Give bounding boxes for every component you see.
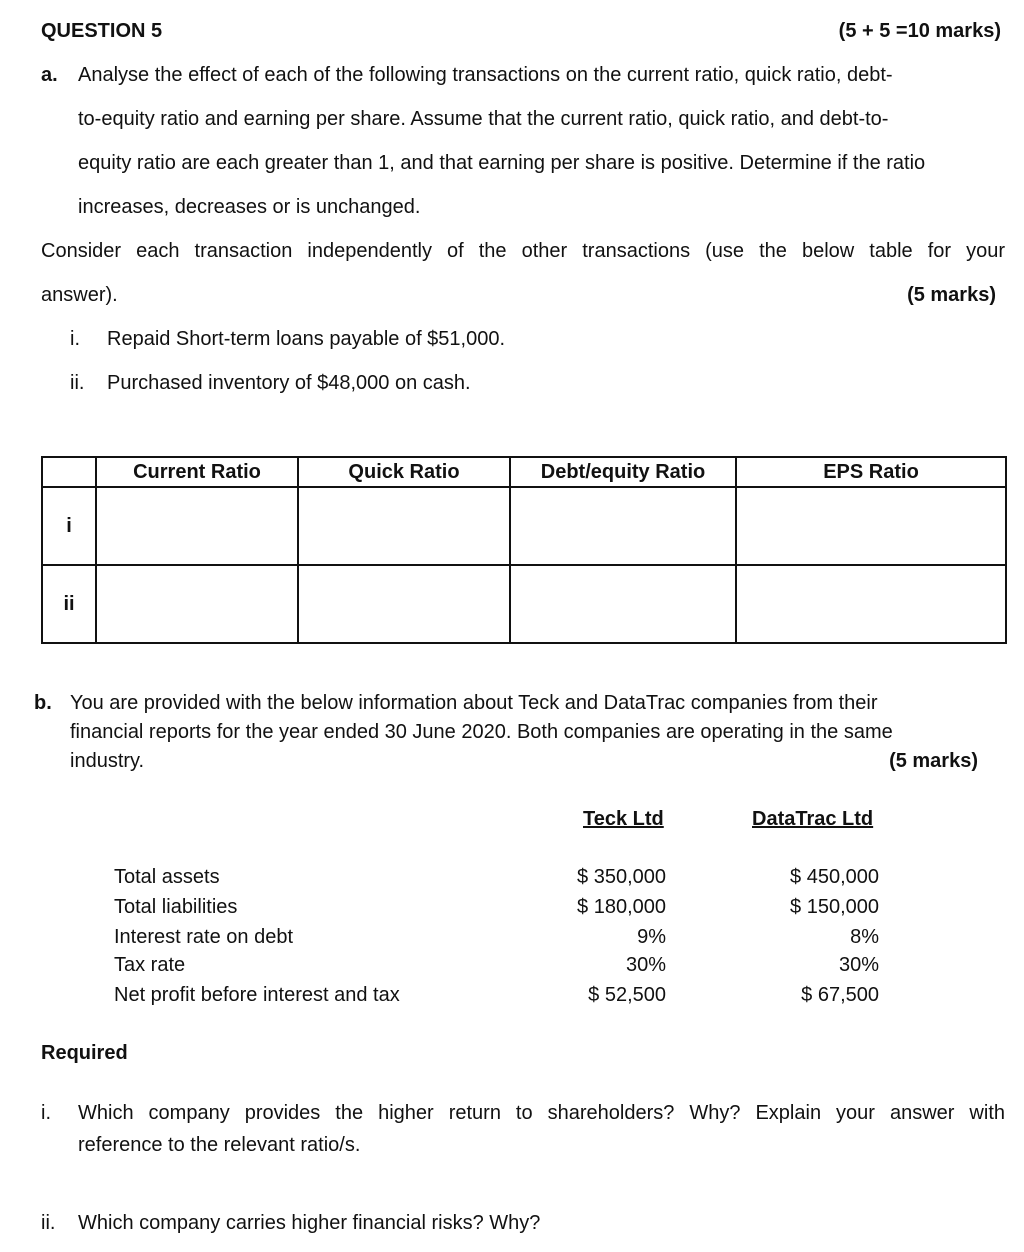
part-b-line-2: financial reports for the year ended 30 June 2020. Both companies are operating in the same: [70, 721, 893, 743]
transaction-num-1: i.: [70, 328, 80, 350]
teck-tax-rate: 30%: [625, 954, 666, 976]
part-a-label: a.: [41, 64, 58, 86]
table-header-eps-ratio: EPS Ratio: [736, 457, 1006, 487]
answer-cell-ii-eps[interactable]: [736, 565, 1006, 643]
teck-interest-rate: 9%: [637, 926, 666, 948]
table-header-quick-ratio: Quick Ratio: [298, 457, 510, 487]
required-title: Required: [41, 1042, 128, 1064]
row-label-i: i: [42, 487, 96, 565]
teck-total-assets: $ 350,000: [577, 866, 666, 888]
consider-line-2: answer).: [41, 284, 118, 306]
required-q1-line-1: Which company provides the higher return to shareholders? Why? Explain your answer with: [78, 1102, 1005, 1124]
required-q2-text: Which company carries higher financial risks? Why?: [78, 1212, 541, 1234]
teck-net-profit: $ 52,500: [588, 984, 666, 1006]
item-label-total-liabilities: Total liabilities: [114, 896, 238, 918]
datatrac-tax-rate: 30%: [838, 954, 879, 976]
answer-cell-i-quick[interactable]: [298, 487, 510, 565]
total-marks: (5 + 5 =10 marks): [838, 20, 1001, 42]
answer-cell-ii-debt-equity[interactable]: [510, 565, 736, 643]
table-header-debt-equity-ratio: Debt/equity Ratio: [510, 457, 736, 487]
datatrac-interest-rate: 8%: [850, 926, 879, 948]
required-q1-num: i.: [41, 1102, 51, 1124]
question-title: QUESTION 5: [41, 20, 163, 42]
transaction-num-2: ii.: [70, 372, 85, 394]
transaction-text-2: Purchased inventory of $48,000 on cash.: [107, 372, 471, 394]
answer-cell-i-debt-equity[interactable]: [510, 487, 736, 565]
item-label-net-profit: Net profit before interest and tax: [114, 984, 400, 1006]
teck-total-liabilities: $ 180,000: [577, 896, 666, 918]
answer-cell-ii-current[interactable]: [96, 565, 298, 643]
column-header-datatrac: DataTrac Ltd: [752, 808, 874, 830]
table-row: [42, 565, 1006, 643]
item-label-tax-rate: Tax rate: [114, 954, 186, 976]
table-header-current-ratio: Current Ratio: [96, 457, 298, 487]
part-b-label: b.: [34, 692, 52, 714]
answer-cell-i-current[interactable]: [96, 487, 298, 565]
transaction-text-1: Repaid Short-term loans payable of $51,000.: [107, 328, 506, 350]
part-a-line-1: Analyse the effect of each of the following transactions on the current ratio, quick ratio, debt-: [78, 64, 893, 86]
part-a-marks: (5 marks): [907, 284, 996, 306]
datatrac-total-liabilities: $ 150,000: [790, 896, 879, 918]
consider-line-1: Consider each transaction independently of the other transactions (use the below table for your: [41, 240, 1005, 262]
table-row: [42, 487, 1006, 565]
datatrac-net-profit: $ 67,500: [801, 984, 879, 1006]
datatrac-total-assets: $ 450,000: [790, 866, 879, 888]
row-label-ii: ii: [42, 565, 96, 643]
part-b-line-1: You are provided with the below information about Teck and DataTrac companies from their: [70, 692, 878, 714]
table-header-blank: [42, 457, 96, 487]
answer-cell-i-eps[interactable]: [736, 487, 1006, 565]
required-q2-num: ii.: [41, 1212, 56, 1234]
item-label-total-assets: Total assets: [114, 866, 220, 888]
part-a-line-2: to-equity ratio and earning per share. Assume that the current ratio, quick ratio, and debt-to-: [78, 108, 889, 130]
part-a-line-3: equity ratio are each greater than 1, and that earning per share is positive. Determine if the ratio: [78, 152, 926, 174]
column-header-teck: Teck Ltd: [583, 808, 664, 830]
part-a-line-4: increases, decreases or is unchanged.: [78, 196, 421, 218]
item-label-interest-rate: Interest rate on debt: [114, 926, 294, 948]
required-q1-line-2: reference to the relevant ratio/s.: [78, 1134, 361, 1156]
part-b-marks: (5 marks): [889, 750, 978, 772]
answer-table: [41, 456, 1007, 644]
table-header-row: [42, 457, 1006, 487]
part-b-line-3: industry.: [70, 750, 145, 772]
answer-cell-ii-quick[interactable]: [298, 565, 510, 643]
